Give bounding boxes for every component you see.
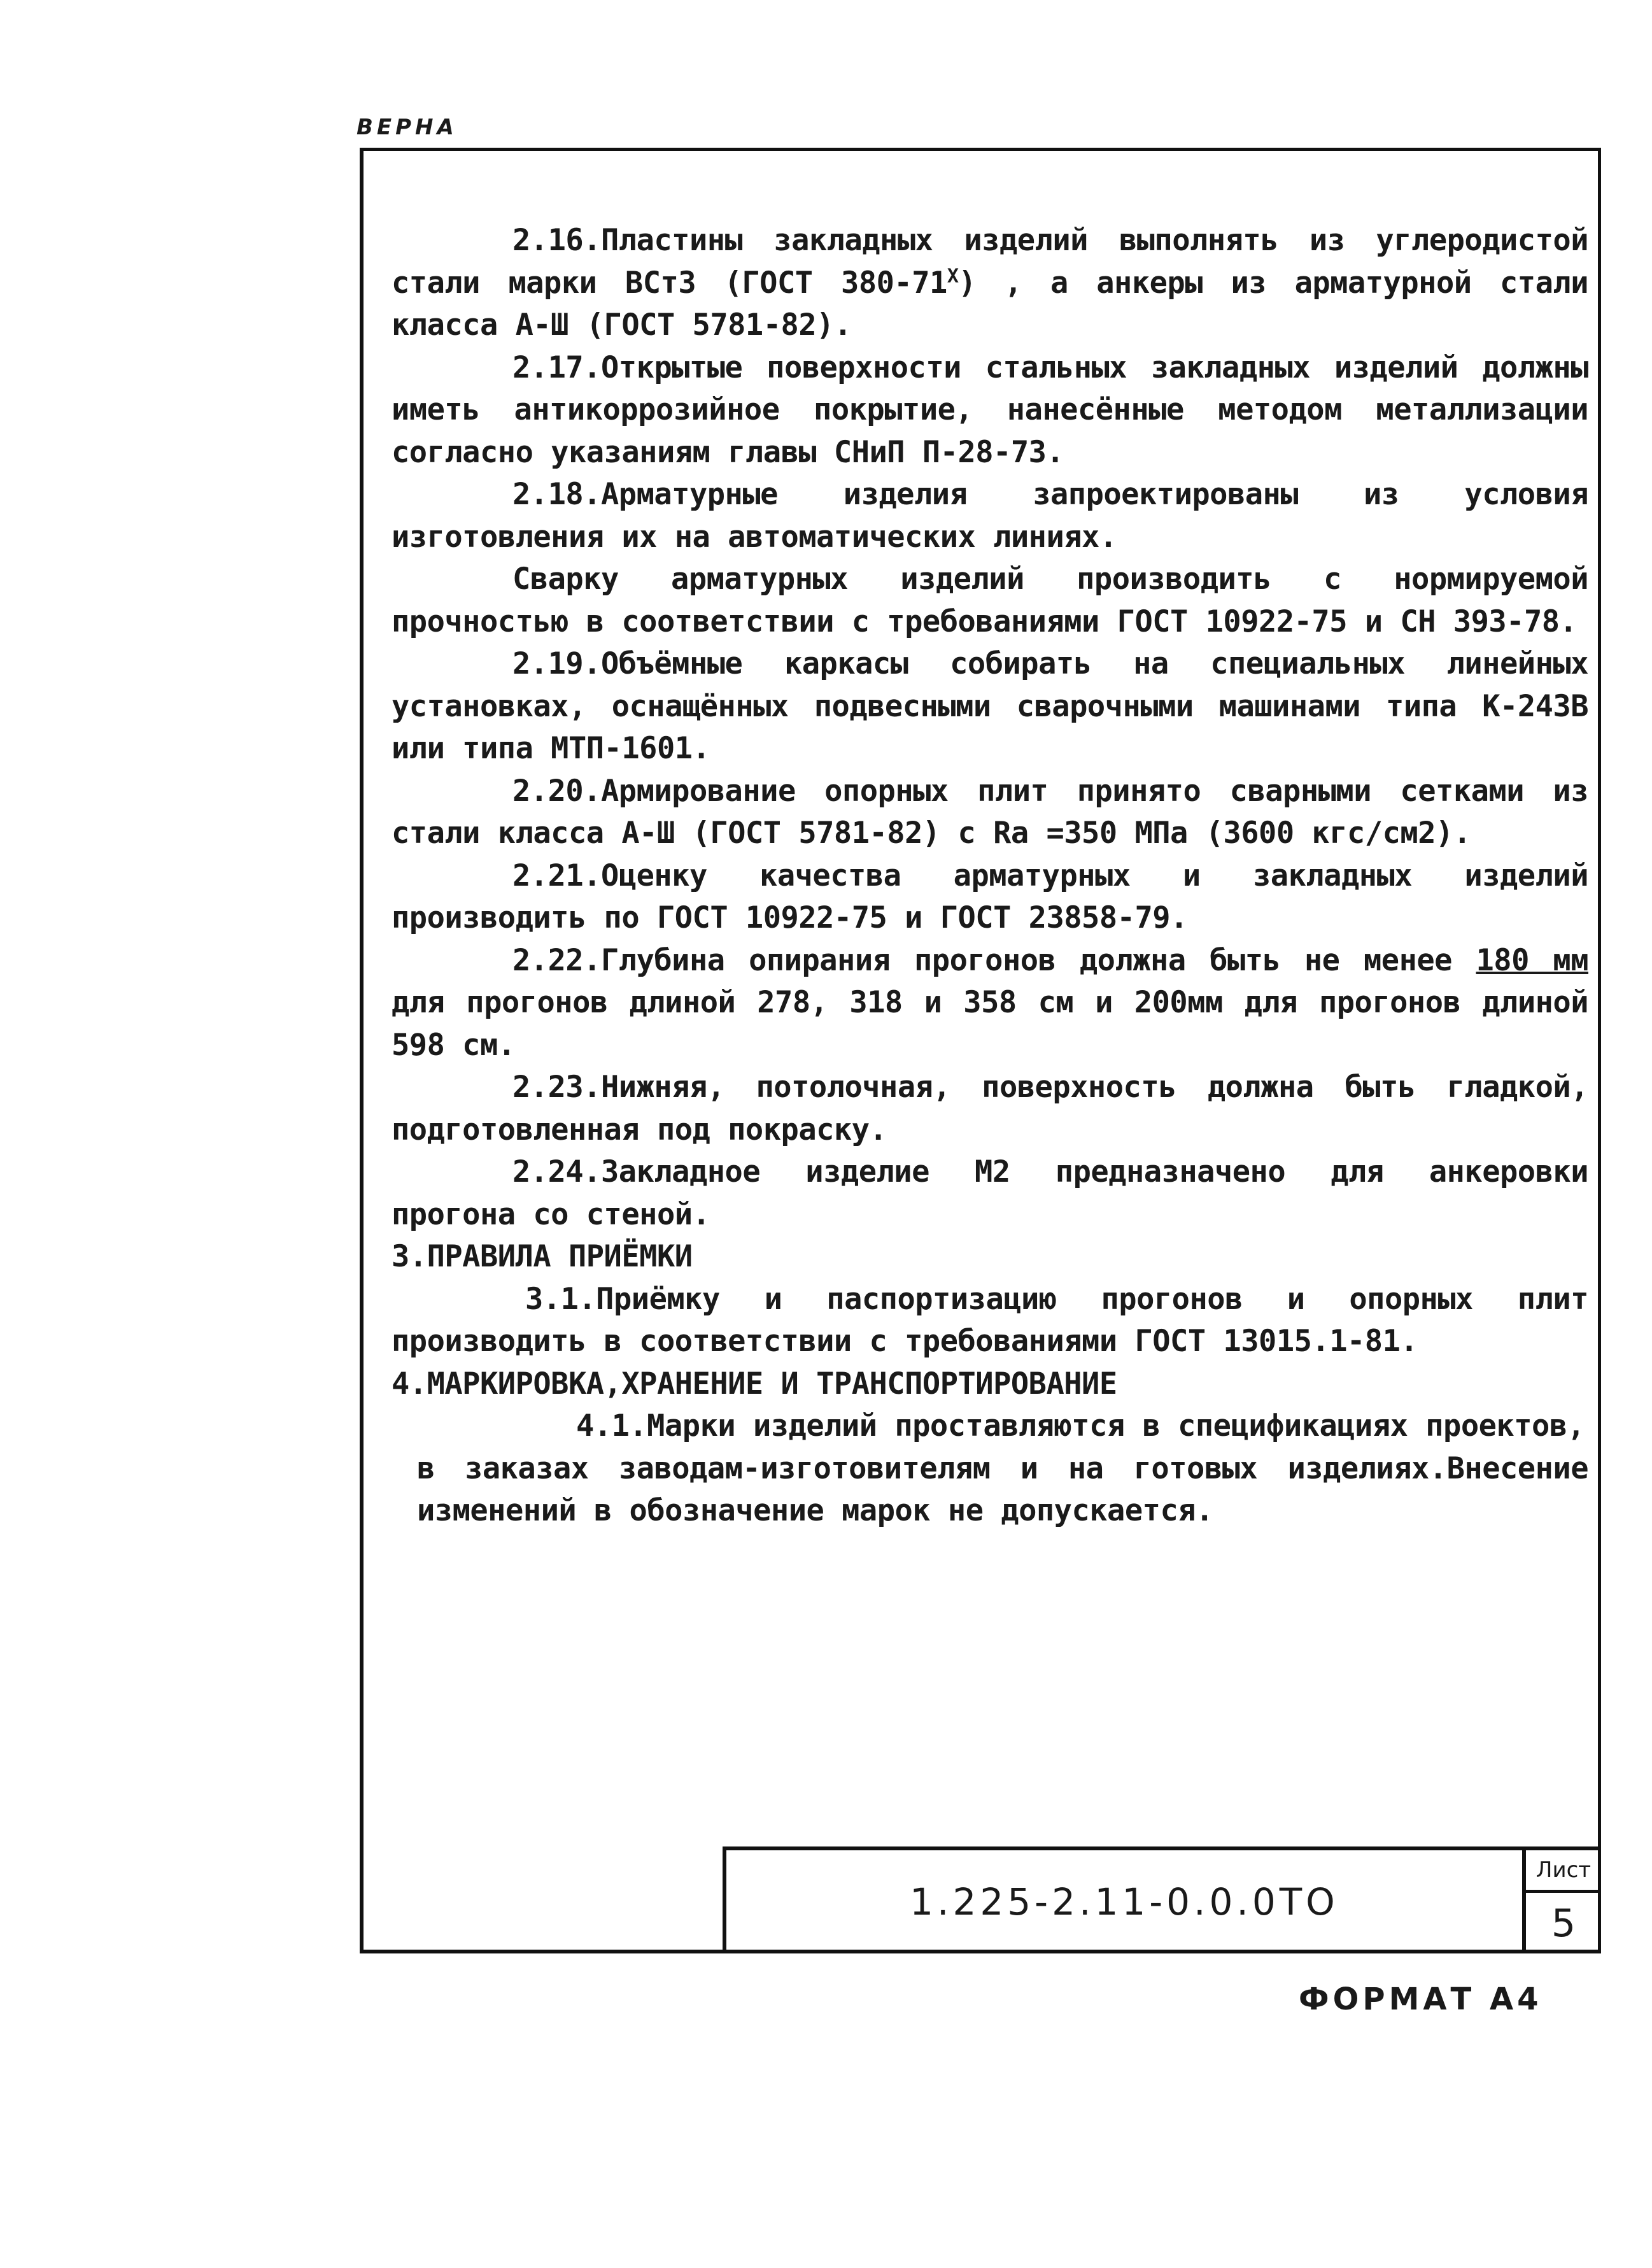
paragraph-2-18-welding: Сварку арматурных изделий производить с нормируемой прочностью в соответствии с требованиями ГОСТ 10922-75 и СН 393-78.	[392, 562, 1606, 639]
paragraph-2-24: 2.24.Закладное изделие М2 предназначено для анкеровки прогона со стеной.	[392, 1154, 1606, 1232]
sheet-number: 5	[1551, 1901, 1576, 1946]
verified-stamp: ВЕРНА	[357, 115, 458, 140]
paragraph-2-22: 2.22.Глубина опирания прогонов должна быть не менее 180 мм для прогонов длиной 278, 318 и 358 см и 200мм для прогонов длиной 598 см.	[392, 942, 1606, 1063]
section-4-title: 4.МАРКИРОВКА,ХРАНЕНИЕ И ТРАНСПОРТИРОВАНИЕ	[392, 1366, 1117, 1401]
paragraph-2-20: 2.20.Армирование опорных плит принято сварными сетками из стали класса А-Ш (ГОСТ 5781-82) с Ra =350 МПа (3600 кгс/см2).	[392, 773, 1606, 851]
sheet-label: Лист	[1526, 1850, 1601, 1893]
underlined-depth: 180 мм	[1476, 942, 1588, 978]
paragraph-2-21: 2.21.Оценку качества арматурных и закладных изделий производить по ГОСТ 10922-75 и ГОСТ 23858-79.	[392, 858, 1606, 935]
paragraph-2-18: 2.18.Арматурные изделия запроектированы из условия изготовления их на автоматических линиях.	[392, 477, 1606, 555]
format-label: ФОРМАТ А4	[1299, 1981, 1543, 2017]
document-body	[392, 220, 1606, 1533]
sheet-cell	[1522, 1850, 1601, 1953]
paragraph-2-23: 2.23.Нижняя, потолочная, поверхность должна быть гладкой, подготовленная под покраску.	[392, 1070, 1606, 1147]
superscript-mark: Х	[947, 264, 959, 287]
paragraph-4-1: 4.1.Марки изделий проставляются в спецификациях проектов,	[576, 1408, 1585, 1443]
section-3-title: 3.ПРАВИЛА ПРИЁМКИ	[392, 1239, 693, 1274]
paragraph-2-17: 2.17.Открытые поверхности стальных закладных изделий должны иметь антикоррозийное покрытие, нанесённые методом металлизации согласно указаниям главы СНиП П-28-73.	[392, 350, 1606, 470]
paragraph-4-1-cont: в заказах заводам-изготовителям и на готовых изделиях.Внесение изменений в обозначение марок не допускается.	[417, 1450, 1606, 1528]
paragraph-2-19: 2.19.Объёмные каркасы собирать на специальных линейных установках, оснащённых подвесными сварочными машинами типа К-243В или типа МТП-1601.	[392, 646, 1606, 766]
paragraph-3-1: 3.1.Приёмку и паспортизацию прогонов и опорных плит производить в соответствии с требованиями ГОСТ 13015.1-81.	[392, 1281, 1606, 1359]
document-code: 1.225-2.11-0.0.0ТО	[910, 1880, 1339, 1924]
title-block	[723, 1846, 1601, 1953]
paragraph-2-16: 2.16.Пластины закладных изделий выполнять из углеродистой стали марки ВСт3 (ГОСТ $380-71^Х$) , а анкеры из арматурной стали класса А-Ш (ГОСТ 5781-82).	[392, 223, 1606, 343]
